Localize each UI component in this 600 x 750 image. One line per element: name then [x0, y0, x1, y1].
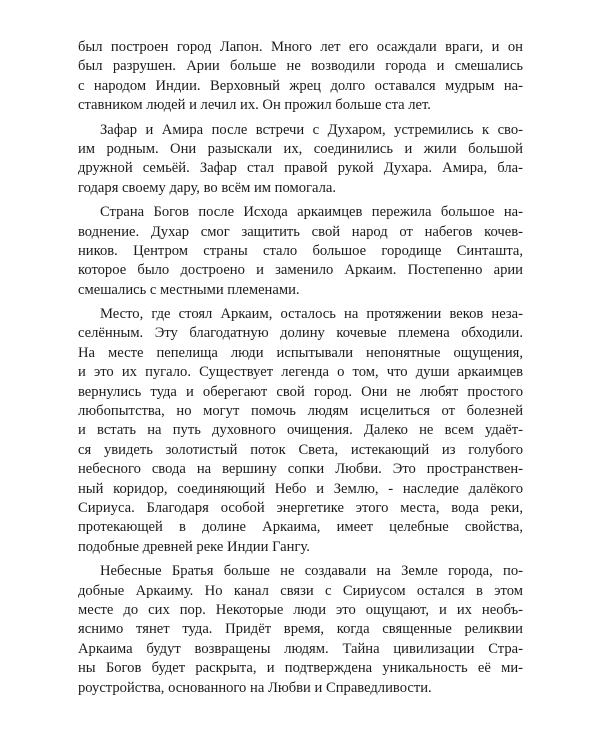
- text-line: был разрушен. Арии больше не возводили города и смешались: [78, 58, 523, 75]
- paragraph: [78, 121, 523, 199]
- text-line: Страна Богов после Исхода аркаимцев пережила большое на-: [100, 204, 523, 221]
- text-line: ны Богов будет раскрыта, и подтверждена уникальность её ми-: [78, 660, 523, 677]
- text-line: небесного свода на вершину сопки Любви. Это пространствен-: [78, 461, 523, 478]
- text-line: Небесные Братья больше не создавали на Земле города, по-: [100, 563, 523, 580]
- text-line: ся увидеть золотистый поток Света, истекающий из голубого: [78, 441, 523, 458]
- text-line: и встать на путь духовного очищения. Далеко не всем удаёт-: [78, 422, 523, 439]
- text-line: Аркаима будут возвращены людям. Тайна цивилизации Стра-: [78, 640, 523, 657]
- text-line: Зафар и Амира после встречи с Духаром, устремились к сво-: [100, 121, 523, 138]
- text-line: дружной семьёй. Зафар стал правой рукой Духара. Амира, бла-: [78, 160, 523, 177]
- text-line: протекающей в долине Аркаима, имеет целебные свойства,: [78, 519, 523, 536]
- text-line: Место, где стоял Аркаим, осталось на протяжении веков неза-: [100, 306, 523, 323]
- text-line: годаря своему дару, во всём им помогала.: [78, 179, 337, 196]
- text-line: ставником людей и лечил их. Он прожил больше ста лет.: [78, 97, 431, 114]
- text-line: роустройства, основанного на Любви и Справедливости.: [78, 679, 432, 696]
- text-line: с народом Индии. Верховный жрец долго оставался мудрым на-: [78, 77, 523, 94]
- paragraph: [78, 203, 523, 300]
- text-line: яснимо тянет туда. Придёт время, когда священные реликвии: [78, 621, 523, 638]
- text-line: месте до сих пор. Некоторые люди это ощущают, и их необъ-: [78, 601, 523, 618]
- body-text: [78, 38, 523, 703]
- text-line: им родным. Они разыскали их, соединились и жили большой: [78, 140, 523, 157]
- paragraph: [78, 38, 523, 116]
- paragraph: [78, 305, 523, 557]
- text-line: был построен город Лапон. Много лет его осаждали враги, и он: [78, 39, 523, 55]
- text-line: подобные древней реке Индии Гангу.: [78, 538, 310, 555]
- text-line: селённым. Эту благодатную долину кочевые племена обходили.: [78, 325, 523, 342]
- text-line: любопытства, но могут помочь людям исцелиться от болезней: [78, 403, 523, 420]
- text-line: добные Аркаиму. Но канал связи с Сириусом остался в этом: [78, 582, 523, 599]
- text-line: вернулись туда и оберегают свой город. Они не любят простого: [78, 383, 523, 400]
- text-line: и это их пугало. Существует легенда о том, что души аркаимцев: [78, 364, 523, 381]
- text-line: которое было достроено и заменило Аркаим. Постепенно арии: [78, 262, 523, 279]
- paragraph: [78, 562, 523, 698]
- text-line: смешались с местными племенами.: [78, 281, 300, 298]
- text-line: ников. Центром страны стало большое городище Синташта,: [78, 242, 523, 259]
- text-line: На месте пепелища люди испытывали непонятные ощущения,: [78, 344, 523, 361]
- text-line: воднение. Духар смог защитить свой народ от набегов кочев-: [78, 223, 523, 240]
- text-line: Сириуса. Благодаря особой энергетике этого места, вода реки,: [78, 499, 523, 516]
- text-line: ный коридор, соединяющий Небо и Землю, - наследие далёкого: [78, 480, 523, 497]
